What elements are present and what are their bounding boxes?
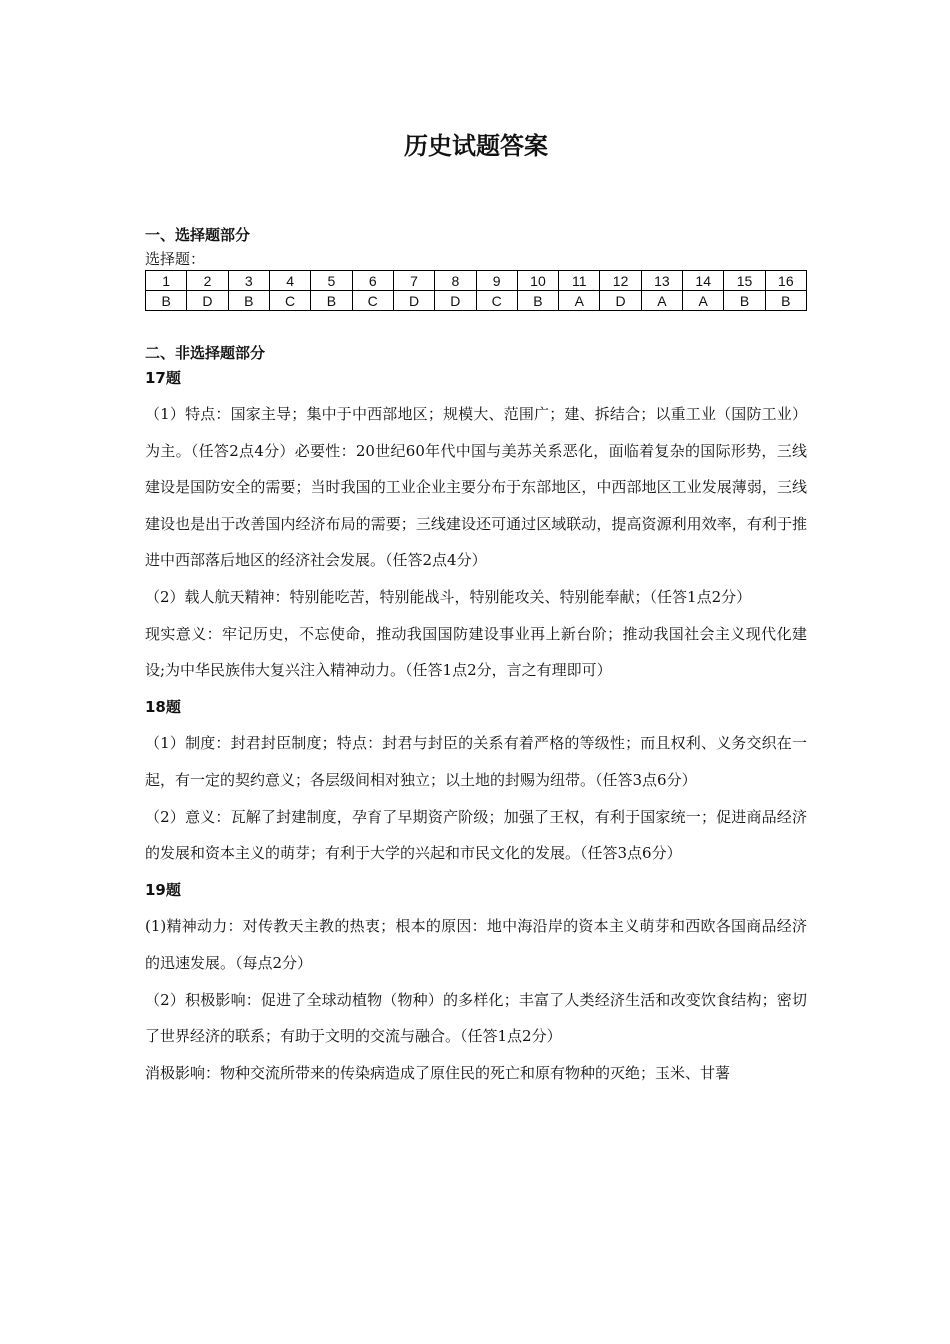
answer-table bbox=[145, 270, 807, 311]
q17-part1: （1）特点：国家主导；集中于中西部地区；规模大、范围广；建、拆结合；以重工业（国防工业）为主。（任答2点4分）必要性：20世纪60年代中国与美苏关系恶化，面临着复杂的国际形势，三线建设是国防安全的需要；当时我国的工业企业主要分布于东部地区，中西部地区工业发展薄弱，三线建设也是出于改善国内经济布局的需要；三线建设还可通过区域联动，提高资源利用效率，有利于推进中西部落后地区的经济社会发展。（任答2点4分） bbox=[145, 405, 807, 570]
answer-cell: A bbox=[559, 291, 600, 311]
question-number-cell: 1 bbox=[146, 271, 187, 291]
question-number-cell: 8 bbox=[435, 271, 476, 291]
answer-cell: A bbox=[641, 291, 682, 311]
question-number-cell: 11 bbox=[559, 271, 600, 291]
answer-cell: D bbox=[435, 291, 476, 311]
answer-cell: D bbox=[187, 291, 228, 311]
question-number-cell: 16 bbox=[765, 271, 806, 291]
question-number-cell: 15 bbox=[724, 271, 765, 291]
question-number-cell: 10 bbox=[517, 271, 558, 291]
section1-label: 选择题： bbox=[145, 250, 206, 268]
page-title: 历史试题答案 bbox=[404, 132, 548, 160]
answer-cell: C bbox=[352, 291, 393, 311]
question-number-cell: 6 bbox=[352, 271, 393, 291]
answer-cell: B bbox=[517, 291, 558, 311]
question-number-cell: 7 bbox=[393, 271, 434, 291]
answer-cell: B bbox=[146, 291, 187, 311]
q17-significance: 现实意义：牢记历史，不忘使命，推动我国国防建设事业再上新台阶；推动我国社会主义现代化建设;为中华民族伟大复兴注入精神动力。（任答1点2分，言之有理即可） bbox=[145, 624, 807, 680]
q18-part2: （2）意义：瓦解了封建制度，孕育了早期资产阶级；加强了王权，有利于国家统一；促进商品经济的发展和资本主义的萌芽；有利于大学的兴起和市民文化的发展。（任答3点6分） bbox=[145, 807, 807, 863]
question-number-cell: 2 bbox=[187, 271, 228, 291]
q19-part2: （2）积极影响：促进了全球动植物（物种）的多样化；丰富了人类经济生活和改变饮食结构；密切了世界经济的联系；有助于文明的交流与融合。（任答1点2分） bbox=[145, 990, 807, 1046]
question-number-cell: 9 bbox=[476, 271, 517, 291]
q19-heading: 19题 bbox=[145, 880, 181, 899]
q19-part1: (1)精神动力：对传教天主教的热衷；根本的原因：地中海沿岸的资本主义萌芽和西欧各国商品经济的迅速发展。（每点2分） bbox=[145, 917, 807, 972]
q19-negative: 消极影响：物种交流所带来的传染病造成了原住民的死亡和原有物种的灭绝；玉米、甘薯 bbox=[145, 1063, 731, 1082]
answer-cell: C bbox=[476, 291, 517, 311]
section1-heading: 一、选择题部分 bbox=[145, 226, 251, 244]
question-number-row bbox=[146, 271, 807, 291]
question-number-cell: 13 bbox=[641, 271, 682, 291]
q18-part1: （1）制度：封君封臣制度；特点：封君与封臣的关系有着严格的等级性；而且权利、义务交织在一起，有一定的契约意义；各层级间相对独立；以土地的封赐为纽带。（任答3点6分） bbox=[145, 734, 807, 789]
answer-cell: B bbox=[311, 291, 352, 311]
question-number-cell: 14 bbox=[683, 271, 724, 291]
section2-heading: 二、非选择题部分 bbox=[145, 344, 266, 362]
answer-cell: D bbox=[600, 291, 641, 311]
answer-cell: A bbox=[683, 291, 724, 311]
q17-part2: （2）载人航天精神：特别能吃苦，特别能战斗，特别能攻关、特别能奉献；（任答1点2分） bbox=[145, 587, 752, 606]
answer-row bbox=[146, 291, 807, 311]
answers-body bbox=[145, 396, 807, 1091]
question-number-cell: 4 bbox=[269, 271, 310, 291]
q17-heading: 17题 bbox=[145, 369, 181, 387]
answer-cell: B bbox=[724, 291, 765, 311]
answer-cell: C bbox=[269, 291, 310, 311]
answer-cell: B bbox=[228, 291, 269, 311]
answer-cell: D bbox=[393, 291, 434, 311]
question-number-cell: 3 bbox=[228, 271, 269, 291]
q18-heading: 18题 bbox=[145, 697, 181, 716]
question-number-cell: 12 bbox=[600, 271, 641, 291]
answer-cell: B bbox=[765, 291, 806, 311]
question-number-cell: 5 bbox=[311, 271, 352, 291]
